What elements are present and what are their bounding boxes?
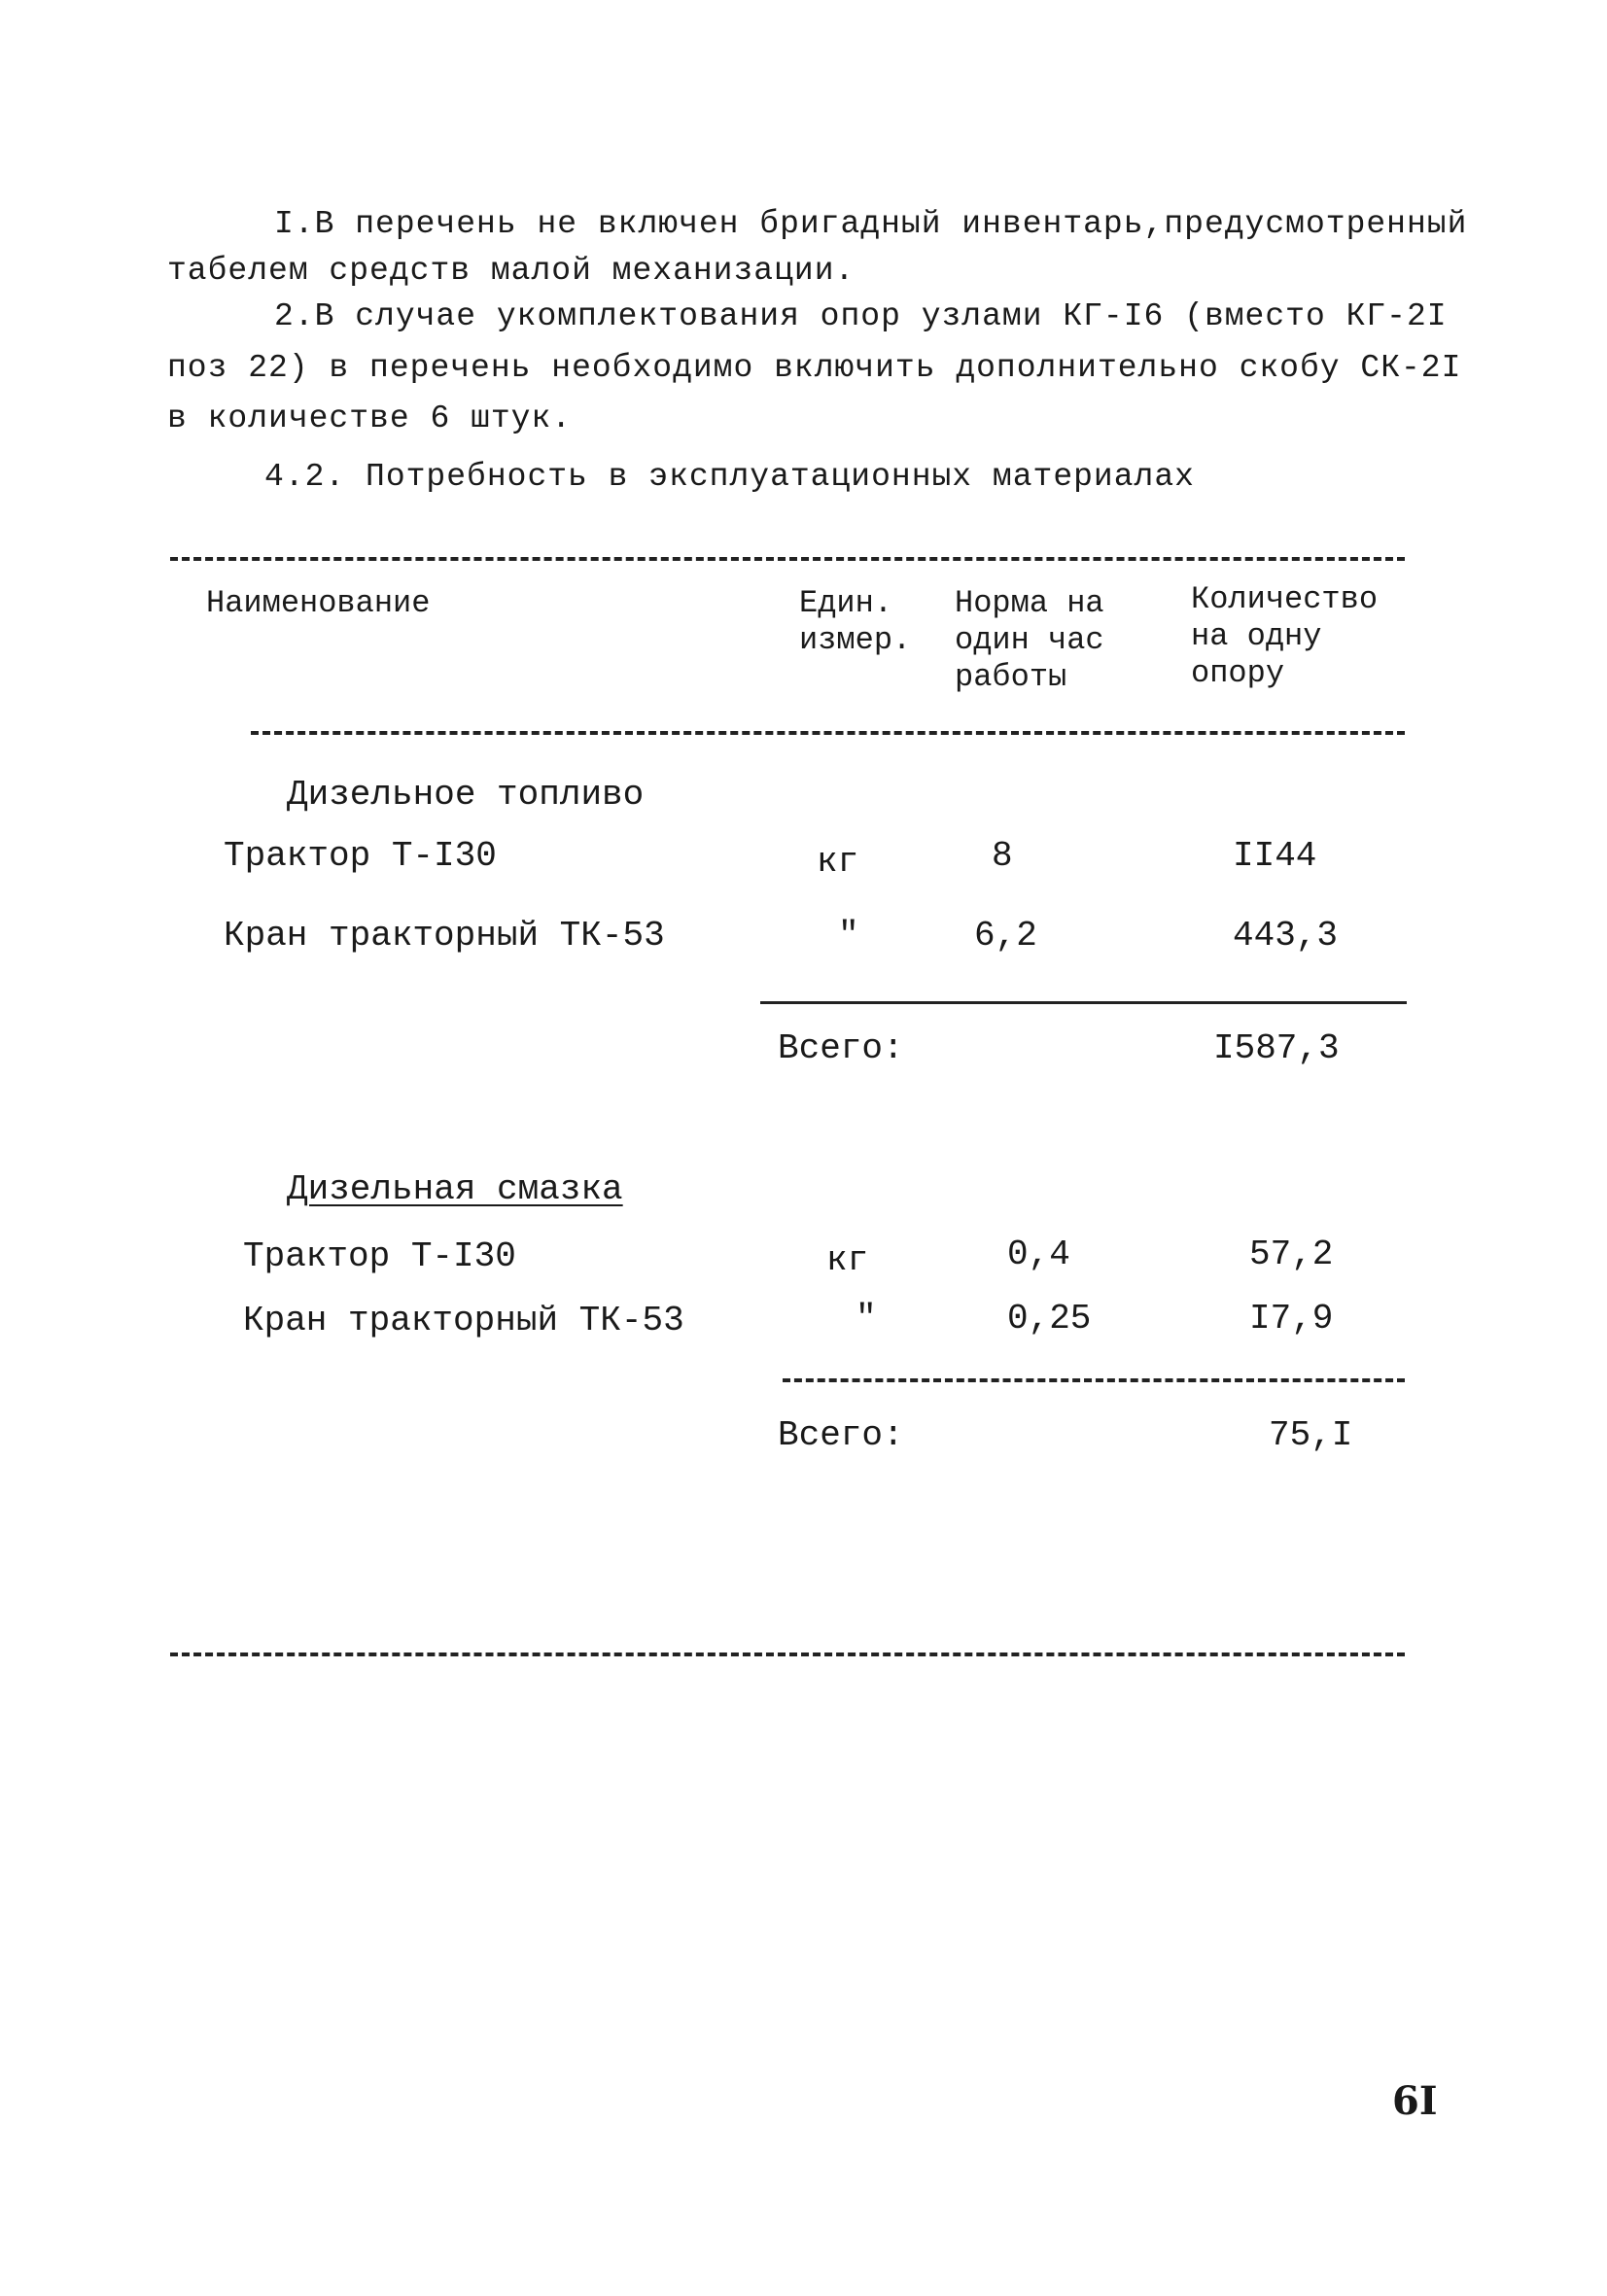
note-2-line-2: поз 22) в перечень необходимо включить дополнительно скобу СК-2I bbox=[167, 350, 1462, 386]
total-value: 75,I bbox=[1269, 1415, 1353, 1455]
row-unit: кг bbox=[817, 842, 859, 882]
row-norm: 0,25 bbox=[1007, 1299, 1092, 1339]
note-1-line-2: табелем средств малой механизации. bbox=[167, 253, 856, 289]
header-name: Наименование bbox=[206, 585, 431, 621]
row-qty: 443,3 bbox=[1233, 916, 1339, 956]
header-qty: Количество на одну опору bbox=[1191, 581, 1379, 691]
note-1-line-1: I.В перечень не включен бригадный инвентарь,предусмотренный bbox=[274, 206, 1468, 242]
row-norm: 6,2 bbox=[974, 916, 1037, 956]
total-label: Всего: bbox=[778, 1415, 904, 1455]
row-qty: II44 bbox=[1233, 836, 1317, 876]
note-2-line-3: в количестве 6 штук. bbox=[167, 400, 573, 436]
row-name: Трактор Т-I30 bbox=[243, 1236, 516, 1276]
table-header-rule bbox=[251, 731, 1405, 735]
row-name: Кран тракторный ТК-53 bbox=[224, 916, 665, 956]
row-unit: кг bbox=[826, 1240, 869, 1280]
note-2-line-1: 2.В случае укомплектования опор узлами КГ-I6 (вместо КГ-2I bbox=[274, 298, 1448, 334]
page-number: 6I bbox=[1392, 2078, 1438, 2124]
row-name: Трактор Т-I30 bbox=[224, 836, 497, 876]
subtotal-rule bbox=[783, 1378, 1405, 1382]
header-unit: Един. измер. bbox=[799, 585, 912, 658]
row-name: Кран тракторный ТК-53 bbox=[243, 1301, 684, 1340]
row-qty: I7,9 bbox=[1249, 1299, 1334, 1339]
table-bottom-rule bbox=[170, 1652, 1405, 1656]
group-title-lubricant: Дизельная смазка bbox=[287, 1169, 623, 1209]
row-norm: 0,4 bbox=[1007, 1235, 1070, 1274]
group-title-fuel: Дизельное топливо bbox=[287, 775, 645, 815]
row-unit: " bbox=[838, 916, 859, 956]
table-top-rule bbox=[170, 557, 1405, 561]
subtotal-rule bbox=[760, 1001, 1407, 1004]
section-title: 4.2. Потребность в эксплуатационных материалах bbox=[264, 459, 1195, 495]
header-norm: Норма на один час работы bbox=[955, 585, 1104, 695]
row-qty: 57,2 bbox=[1249, 1235, 1334, 1274]
row-norm: 8 bbox=[992, 836, 1013, 876]
total-value: I587,3 bbox=[1213, 1028, 1340, 1068]
row-unit: " bbox=[856, 1299, 877, 1339]
total-label: Всего: bbox=[778, 1028, 904, 1068]
